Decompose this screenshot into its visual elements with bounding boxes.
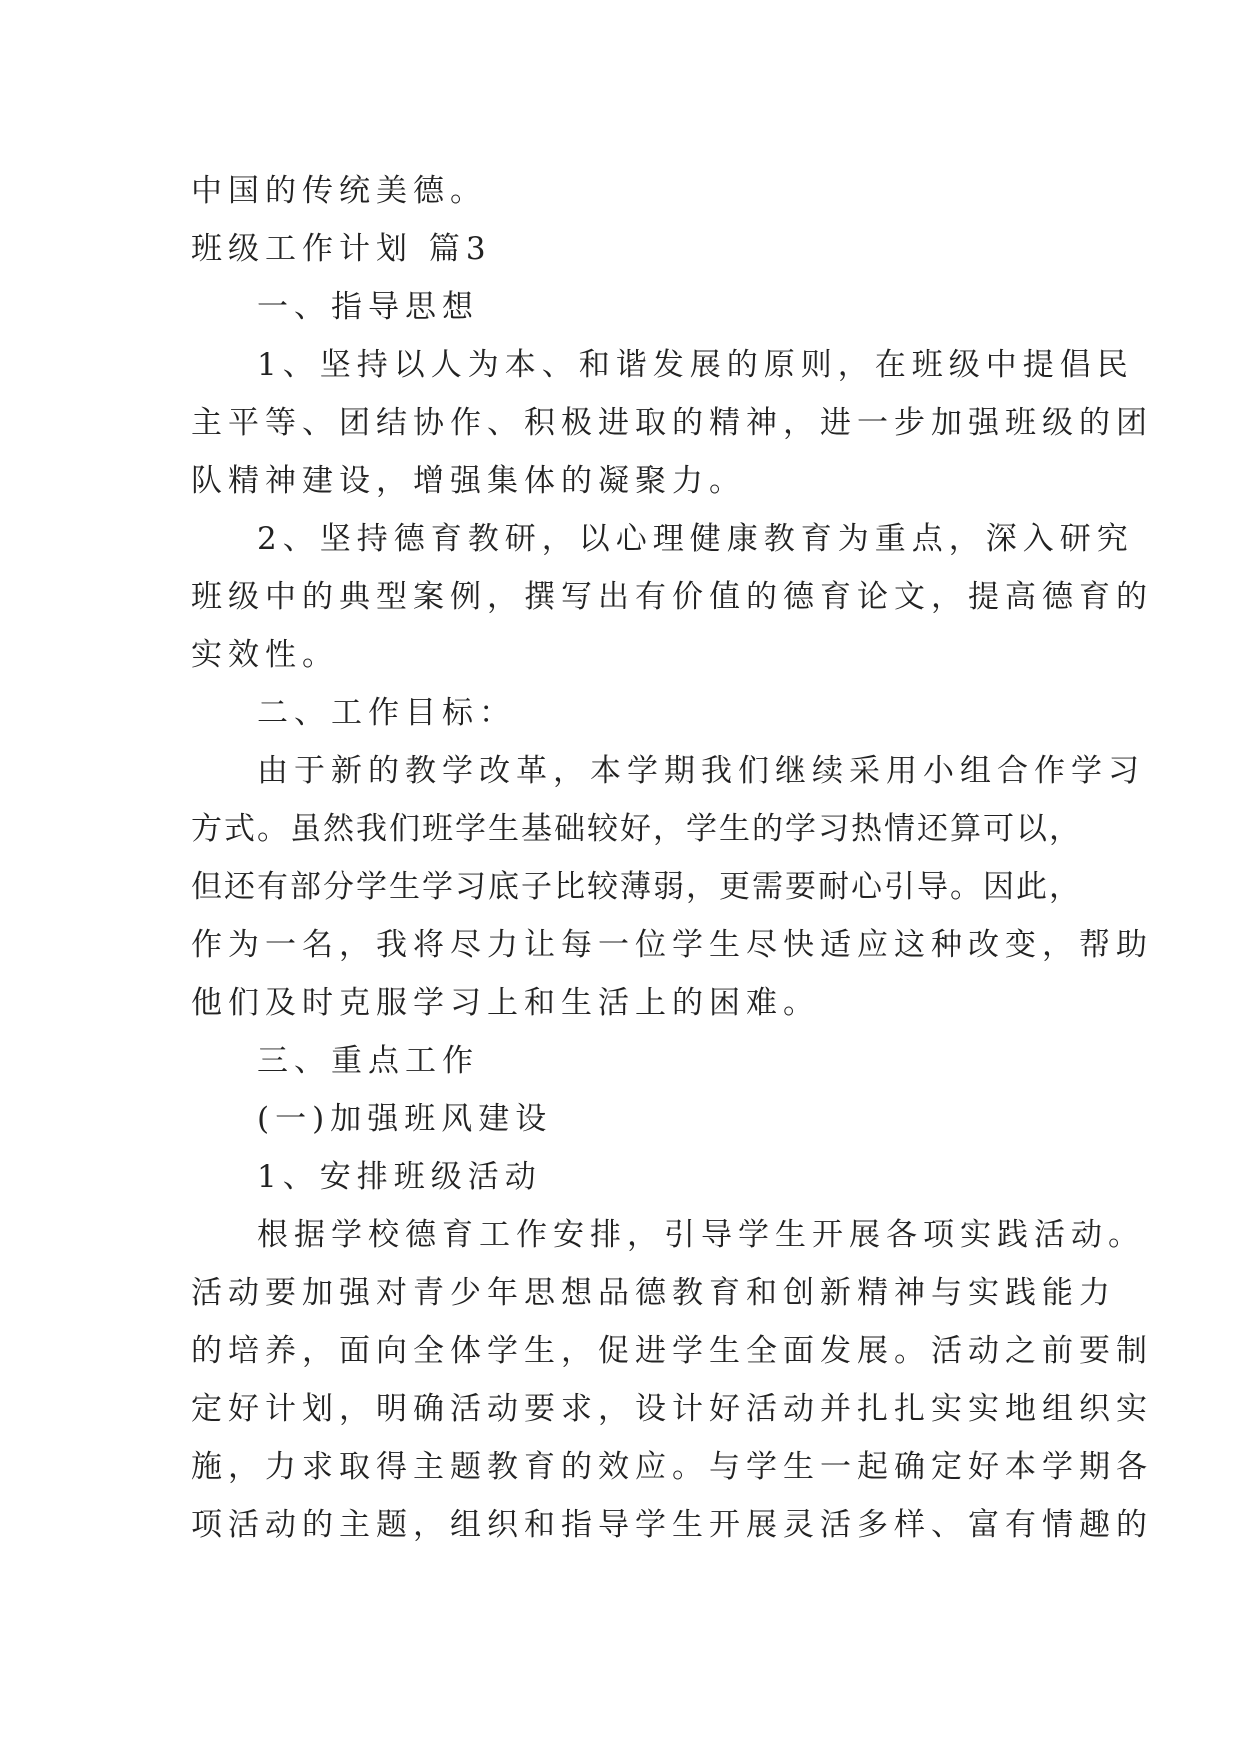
text-line: 活动要加强对青少年思想品德教育和创新精神与实践能力 bbox=[191, 1275, 1116, 1311]
text-line: 方式。虽然我们班学生基础较好，学生的学习热情还算可以， bbox=[191, 811, 1082, 847]
document-body bbox=[191, 162, 1153, 1554]
text-line: 班级中的典型案例，撰写出有价值的德育论文，提高德育的 bbox=[191, 579, 1153, 615]
subheading-class-activities: 1、安排班级活动 bbox=[257, 1159, 542, 1195]
text-line: 实效性。 bbox=[191, 637, 339, 673]
text-line: 施，力求取得主题教育的效应。与学生一起确定好本学期各 bbox=[191, 1449, 1153, 1485]
text-line: 但还有部分学生学习底子比较薄弱，更需要耐心引导。因此， bbox=[191, 869, 1082, 905]
text-line: 2、坚持德育教研，以心理健康教育为重点，深入研究 bbox=[257, 521, 1134, 557]
text-line: 由于新的教学改革，本学期我们继续采用小组合作学习 bbox=[257, 753, 1145, 789]
text-line: 中国的传统美德。 bbox=[191, 173, 487, 209]
text-line: 定好计划，明确活动要求，设计好活动并扎扎实实地组织实 bbox=[191, 1391, 1153, 1427]
text-line: 队精神建设，增强集体的凝聚力。 bbox=[191, 463, 746, 499]
text-line: 作为一名，我将尽力让每一位学生尽快适应这种改变，帮助 bbox=[191, 927, 1153, 963]
text-line: 根据学校德育工作安排，引导学生开展各项实践活动。 bbox=[257, 1217, 1145, 1253]
text-line: 项活动的主题，组织和指导学生开展灵活多样、富有情趣的 bbox=[191, 1507, 1153, 1543]
text-line: 主平等、团结协作、积极进取的精神，进一步加强班级的团 bbox=[191, 405, 1153, 441]
heading-work-goals: 二、工作目标： bbox=[257, 695, 516, 731]
heading-guiding-ideology: 一、指导思想 bbox=[257, 289, 479, 325]
text-line: 1、坚持以人为本、和谐发展的原则，在班级中提倡民 bbox=[257, 347, 1134, 383]
text-line: 的培养，面向全体学生，促进学生全面发展。活动之前要制 bbox=[191, 1333, 1153, 1369]
subheading-class-style: (一)加强班风建设 bbox=[257, 1101, 553, 1137]
heading-key-work: 三、重点工作 bbox=[257, 1043, 479, 1079]
section-heading: 班级工作计划 篇3 bbox=[191, 231, 492, 267]
text-line: 他们及时克服学习上和生活上的困难。 bbox=[191, 985, 820, 1021]
